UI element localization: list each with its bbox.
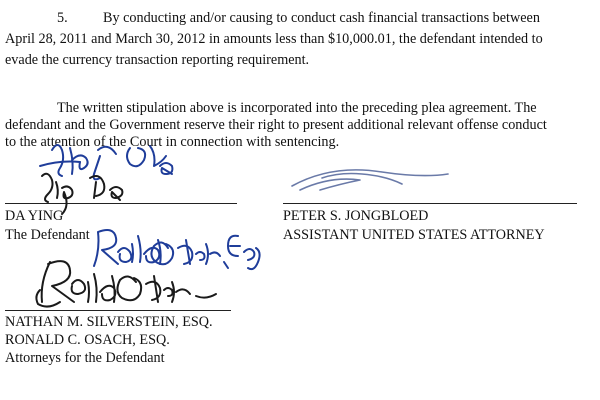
stipulation-line-2: defendant and the Government reserve their right to present additional relevant offense conduct: [5, 117, 547, 133]
government-signature-line: [283, 203, 577, 204]
attorney-signature-2: [36, 261, 216, 306]
paragraph-5-line-1: By conducting and/or causing to conduct cash financial transactions between: [103, 10, 540, 26]
prosecutor-name: PETER S. JONGBLOED: [283, 208, 429, 224]
defendant-signature-line: [5, 203, 237, 204]
attorney-name-1: NATHAN M. SILVERSTEIN, ESQ.: [5, 314, 213, 330]
prosecutor-signature: [292, 170, 448, 190]
paragraph-number: 5.: [57, 10, 68, 26]
attorney-signature-line: [5, 310, 231, 311]
defendant-name: DA YING: [5, 208, 64, 224]
stipulation-line-1: The written stipulation above is incorporated into the preceding plea agreement. The: [57, 100, 537, 116]
attorney-name-2: RONALD C. OSACH, ESQ.: [5, 332, 170, 348]
defendant-role: The Defendant: [5, 227, 90, 243]
attorney-signature-1: [94, 230, 260, 269]
prosecutor-role: ASSISTANT UNITED STATES ATTORNEY: [283, 227, 545, 243]
paragraph-5-line-2: April 28, 2011 and March 30, 2012 in amounts less than $10,000.01, the defendant intended to: [5, 31, 543, 47]
attorneys-role: Attorneys for the Defendant: [5, 350, 165, 366]
paragraph-5-line-3: evade the currency transaction reporting requirement.: [5, 52, 310, 68]
stipulation-line-3: to the attention of the Court in connection with sentencing.: [5, 134, 340, 150]
